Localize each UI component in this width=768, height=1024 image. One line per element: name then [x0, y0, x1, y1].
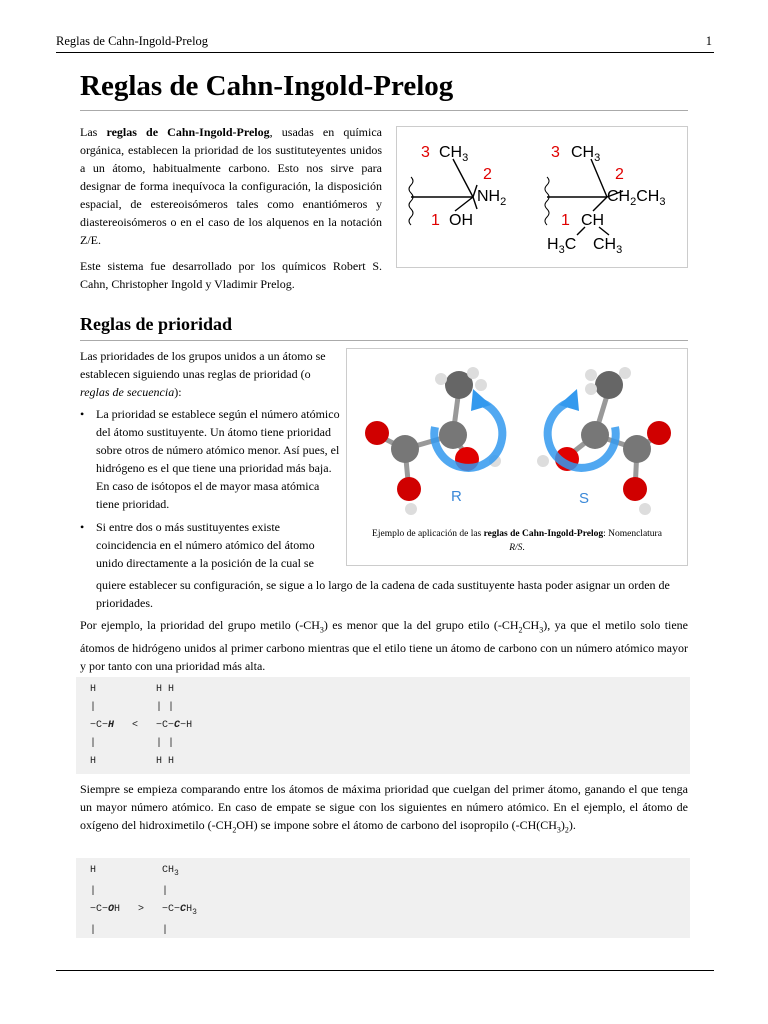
label-r: R	[451, 488, 462, 505]
section-rule	[80, 340, 688, 341]
molecule-s	[537, 367, 671, 515]
ch3c-right: $CH_3$	[593, 236, 623, 256]
wavy-bond-right	[545, 177, 549, 225]
article-title: Reglas de Cahn-Ingold-Prelog	[80, 70, 454, 102]
title-rule	[80, 110, 688, 111]
hydroxymethyl-paragraph: Siempre se empieza comparando entre los átomos de máxima prioridad que cuelgan del primer átomo, ganando el que tenga un mayor número atómico. En caso de empate se sigue con los siguientes en número atómico. En el ejemplo, el átomo de oxígeno del hidroximetilo $(-CH_2OH)$ se impone sobre el átomo de carbono del isopropilo $(-CH(CH_3)_2)$.	[80, 782, 688, 835]
priority-intro: Las prioridades de los grupos unidos a un átomo se establecen siguiendo unas reglas de prioridad (o reglas de secuencia):	[80, 349, 326, 399]
running-header-title: Reglas de Cahn-Ingold-Prelog	[56, 34, 209, 48]
wavy-bond-left	[409, 177, 413, 225]
figure-caption: Ejemplo de aplicación de las reglas de Cahn-Ingold-Prelog: Nomenclatura R/S.	[372, 529, 662, 553]
priority-1-right: 1	[561, 212, 570, 229]
ch-right: CH	[581, 212, 605, 229]
footer-rule	[56, 970, 714, 971]
priority-2-left: 2	[483, 166, 492, 183]
intro-text	[80, 123, 382, 301]
intro-paragraph-1: Las reglas de Cahn-Ingold-Prelog, usadas en química orgánica, establecen la prioridad de los sustituteyentes unidos a un átomo, habitualmente carbono. Esto nos sirve para designar de forma inequívoca la configuración, la disposición espacial, de estereoisómeros tales como enantiómeros y diastereoisómeros o en el caso de los alquenos en la notación Z/E.	[80, 125, 383, 247]
priority-structures-figure	[396, 126, 688, 268]
ethyl-right: $CH_2CH_3$	[607, 188, 666, 208]
nh2-left: $NH_2$	[477, 188, 507, 208]
priority-rules-text	[80, 347, 342, 577]
list-item: • La prioridad se establece según el número atómico del átomo sustituyente. Un átomo tiene prioridad sobre otros de número atómico menor. Así pues, el hidrógeno es el que tiene una prioridad más baja. En caso de isótopos el de mayor masa atómica tiene prioridad.	[96, 405, 342, 513]
priority-3-right: 3	[551, 144, 560, 161]
code-block-hydroxymethyl: H $CH_3$ | | $-C-OH > -C-CH_3$ | |	[76, 858, 690, 938]
h3c-right: $H_3C$	[547, 236, 577, 256]
priority-3-left: 3	[421, 144, 430, 161]
bond-left-up	[453, 159, 473, 197]
header-rule	[56, 52, 714, 53]
label-s: S	[579, 490, 590, 507]
bold-term: reglas de Cahn-Ingold-Prelog	[106, 125, 270, 139]
bond-left-oh	[455, 197, 473, 211]
rs-nomenclature-figure	[346, 348, 688, 566]
oh-left: OH	[449, 212, 473, 229]
intro-paragraph-2: Este sistema fue desarrollado por los químicos Robert S. Cahn, Christopher Ingold y Vladimir Prelog.	[80, 259, 382, 291]
molecule-r	[365, 367, 502, 515]
code-block-methyl-ethyl: H H H | | | −C−H < −C−C−H | | | H H H	[76, 677, 690, 774]
bullet-continuation: quiere establecer su configuración, se sigue a lo largo de la cadena de cada sustituyente hasta poder asignar un orden de prioridades.	[96, 578, 670, 610]
bond-right-ch	[593, 197, 607, 211]
priority-2-right: 2	[615, 166, 624, 183]
priority-1-left: 1	[431, 212, 440, 229]
priority-rules-list	[80, 405, 342, 572]
list-item: • Si entre dos o más sustituyentes existe coincidencia en el número atómico del átomo unido directamente a la posición de la cual se	[96, 518, 342, 572]
section-heading: Reglas de prioridad	[80, 314, 233, 334]
page-number: 1	[705, 34, 712, 48]
methyl-ethyl-paragraph: Por ejemplo, la prioridad del grupo metilo $(-CH_3)$ es menor que la del grupo etilo $(-CH_2CH_3)$, ya que el metilo solo tiene átomos de hidrógeno unidos al primer carbono mientras que el etilo tiene un átomo de carbono con un número atómico mayor y por tanto con una prioridad más alta.	[80, 618, 689, 674]
bond-right-up	[591, 159, 607, 197]
ch3-right: $CH_3$	[571, 144, 601, 164]
ch3-left: $CH_3$	[439, 144, 469, 164]
